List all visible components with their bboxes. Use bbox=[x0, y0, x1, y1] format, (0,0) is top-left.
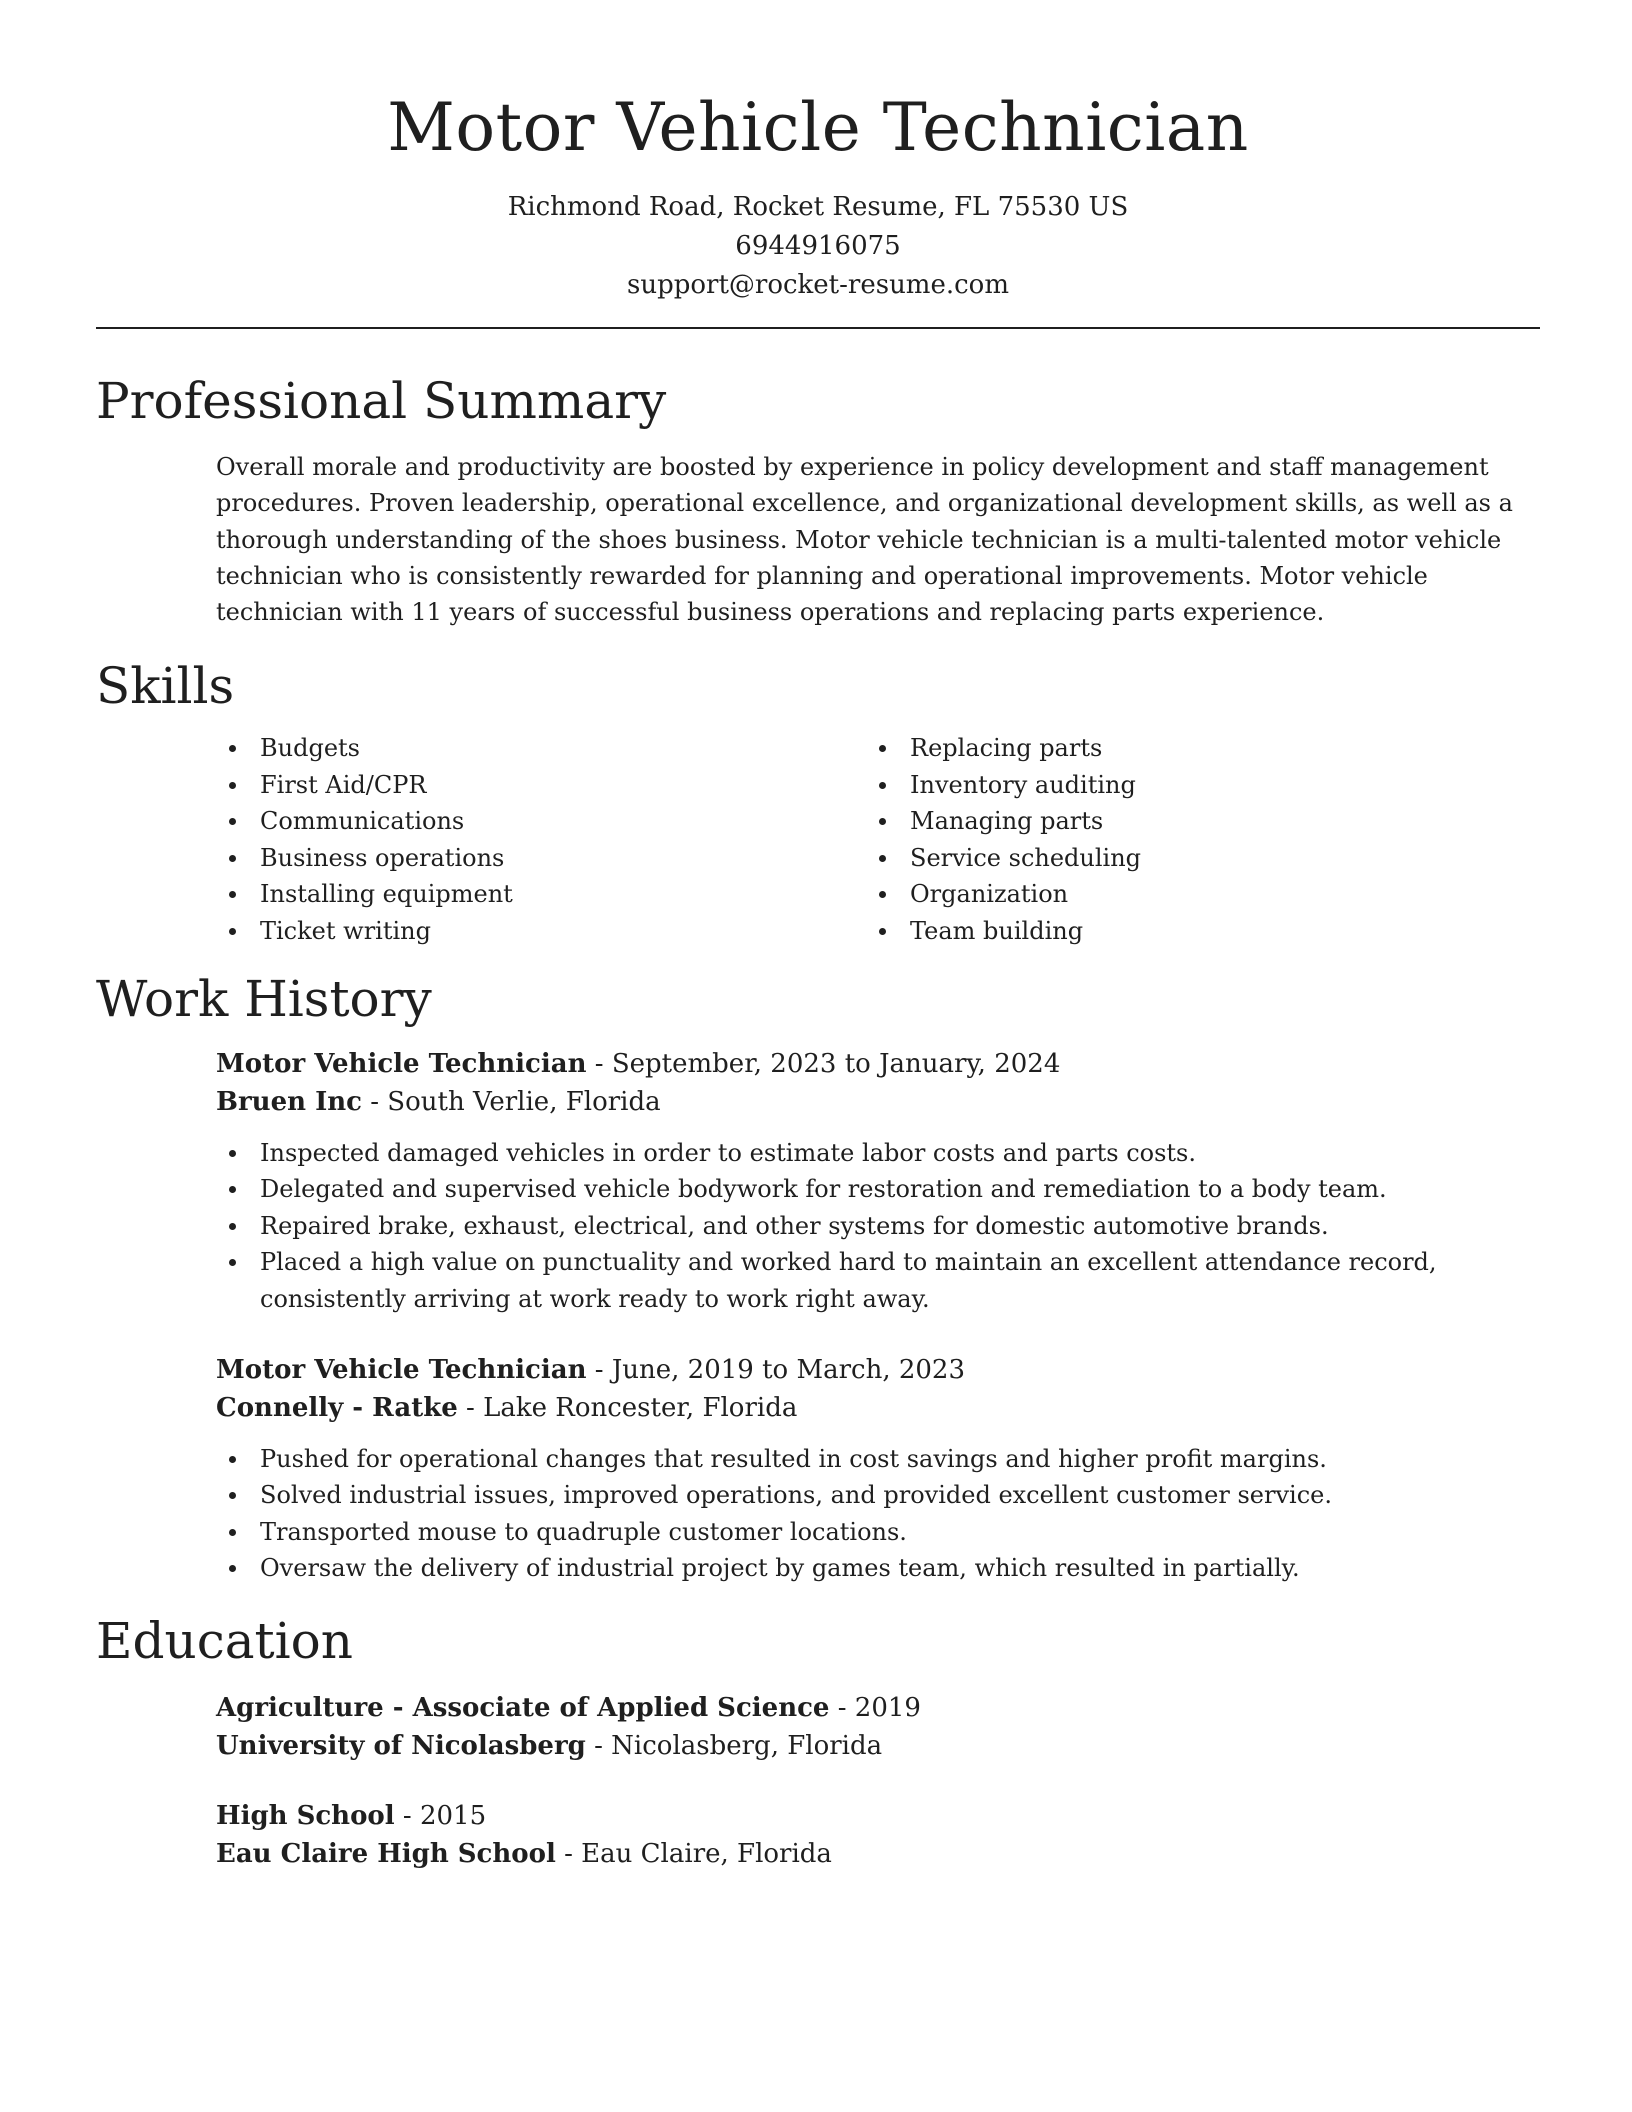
skill-item: Business operations bbox=[216, 840, 866, 876]
skills-section bbox=[96, 656, 1540, 948]
degree-line bbox=[216, 1689, 1540, 1727]
skill-item: Ticket writing bbox=[216, 913, 866, 949]
job-bullet: Oversaw the delivery of industrial project by games team, which resulted in partially. bbox=[216, 1550, 1536, 1586]
skill-item: Service scheduling bbox=[866, 840, 1516, 876]
skill-item: First Aid/CPR bbox=[216, 767, 866, 803]
degree-line bbox=[216, 1797, 1540, 1835]
education-section bbox=[96, 1611, 1540, 1873]
candidate-name: Motor Vehicle Technician bbox=[387, 89, 1249, 166]
school-location: - Nicolasberg, Florida bbox=[585, 1730, 883, 1761]
job-bullet: Repaired brake, exhaust, electrical, and other systems for domestic automotive brands. bbox=[216, 1208, 1536, 1244]
job-position: Motor Vehicle Technician bbox=[216, 1048, 587, 1079]
skill-item: Inventory auditing bbox=[866, 767, 1516, 803]
job-dates: - June, 2019 to March, 2023 bbox=[586, 1354, 966, 1385]
job-company-line bbox=[216, 1389, 1540, 1427]
skill-item: Communications bbox=[216, 803, 866, 839]
graduation-year: - 2015 bbox=[394, 1800, 487, 1831]
job-entry bbox=[216, 1351, 1540, 1587]
job-bullet: Delegated and supervised vehicle bodywork for restoration and remediation to a body team. bbox=[216, 1171, 1536, 1207]
degree: High School bbox=[216, 1800, 395, 1831]
section-title-skills: Skills bbox=[96, 657, 235, 716]
summary-text: Overall morale and productivity are boosted by experience in policy development and staff management procedures. Proven leadership, operational excellence, and organizational development skills, as well as a thorough understanding of the shoes business. Motor vehicle technician is a multi-talented motor vehicle technician who is consistently rewarded for planning and operational improvements. Motor vehicle technician with 11 years of successful business operations and replacing parts experience. bbox=[216, 453, 1513, 627]
section-title-work: Work History bbox=[96, 969, 432, 1028]
job-company: Connelly - Ratke bbox=[216, 1392, 458, 1423]
job-location: - Lake Roncester, Florida bbox=[457, 1392, 798, 1423]
skill-item: Replacing parts bbox=[866, 730, 1516, 766]
education-entry bbox=[216, 1689, 1540, 1765]
resume-header bbox=[96, 0, 1540, 329]
school-line bbox=[216, 1835, 1540, 1873]
resume-page bbox=[96, 0, 1540, 1873]
job-bullet: Placed a high value on punctuality and worked hard to maintain an excellent attendance record, consistently arriving at work ready to work right away. bbox=[216, 1244, 1536, 1317]
header-divider bbox=[96, 327, 1540, 329]
skill-item: Managing parts bbox=[866, 803, 1516, 839]
job-bullet: Inspected damaged vehicles in order to estimate labor costs and parts costs. bbox=[216, 1135, 1536, 1171]
work-history-section bbox=[96, 969, 1540, 1587]
job-company: Bruen Inc bbox=[216, 1086, 362, 1117]
job-entry bbox=[216, 1045, 1540, 1317]
job-bullet: Transported mouse to quadruple customer locations. bbox=[216, 1514, 1536, 1550]
degree: Agriculture - Associate of Applied Science bbox=[216, 1692, 830, 1723]
section-title-education: Education bbox=[96, 1611, 353, 1670]
job-bullet: Solved industrial issues, improved operations, and provided excellent customer service. bbox=[216, 1477, 1536, 1513]
job-title-line bbox=[216, 1045, 1540, 1083]
job-bullets bbox=[216, 1135, 1536, 1317]
job-dates: - September, 2023 to January, 2024 bbox=[586, 1048, 1061, 1079]
phone: 6944916075 bbox=[735, 231, 901, 261]
school-line bbox=[216, 1727, 1540, 1765]
job-location: - South Verlie, Florida bbox=[361, 1086, 661, 1117]
school-name: Eau Claire High School bbox=[216, 1838, 556, 1869]
skills-column-right bbox=[866, 730, 1516, 948]
section-title-summary: Professional Summary bbox=[96, 372, 667, 430]
job-bullets bbox=[216, 1441, 1536, 1587]
email: support@rocket-resume.com bbox=[626, 270, 1009, 300]
skills-grid bbox=[216, 730, 1540, 948]
address: Richmond Road, Rocket Resume, FL 75530 US bbox=[507, 192, 1129, 222]
skill-item: Budgets bbox=[216, 730, 866, 766]
skill-item: Installing equipment bbox=[216, 876, 866, 912]
job-title-line bbox=[216, 1351, 1540, 1389]
professional-summary-section bbox=[96, 371, 1540, 630]
job-company-line bbox=[216, 1083, 1540, 1121]
school-location: - Eau Claire, Florida bbox=[555, 1838, 832, 1869]
skill-item: Team building bbox=[866, 913, 1516, 949]
school-name: University of Nicolasberg bbox=[216, 1730, 586, 1761]
contact-info bbox=[96, 188, 1540, 305]
job-position: Motor Vehicle Technician bbox=[216, 1354, 587, 1385]
skills-column-left bbox=[216, 730, 866, 948]
job-bullet: Pushed for operational changes that resulted in cost savings and higher profit margins. bbox=[216, 1441, 1536, 1477]
education-entry bbox=[216, 1797, 1540, 1873]
graduation-year: - 2019 bbox=[829, 1692, 921, 1723]
skill-item: Organization bbox=[866, 876, 1516, 912]
